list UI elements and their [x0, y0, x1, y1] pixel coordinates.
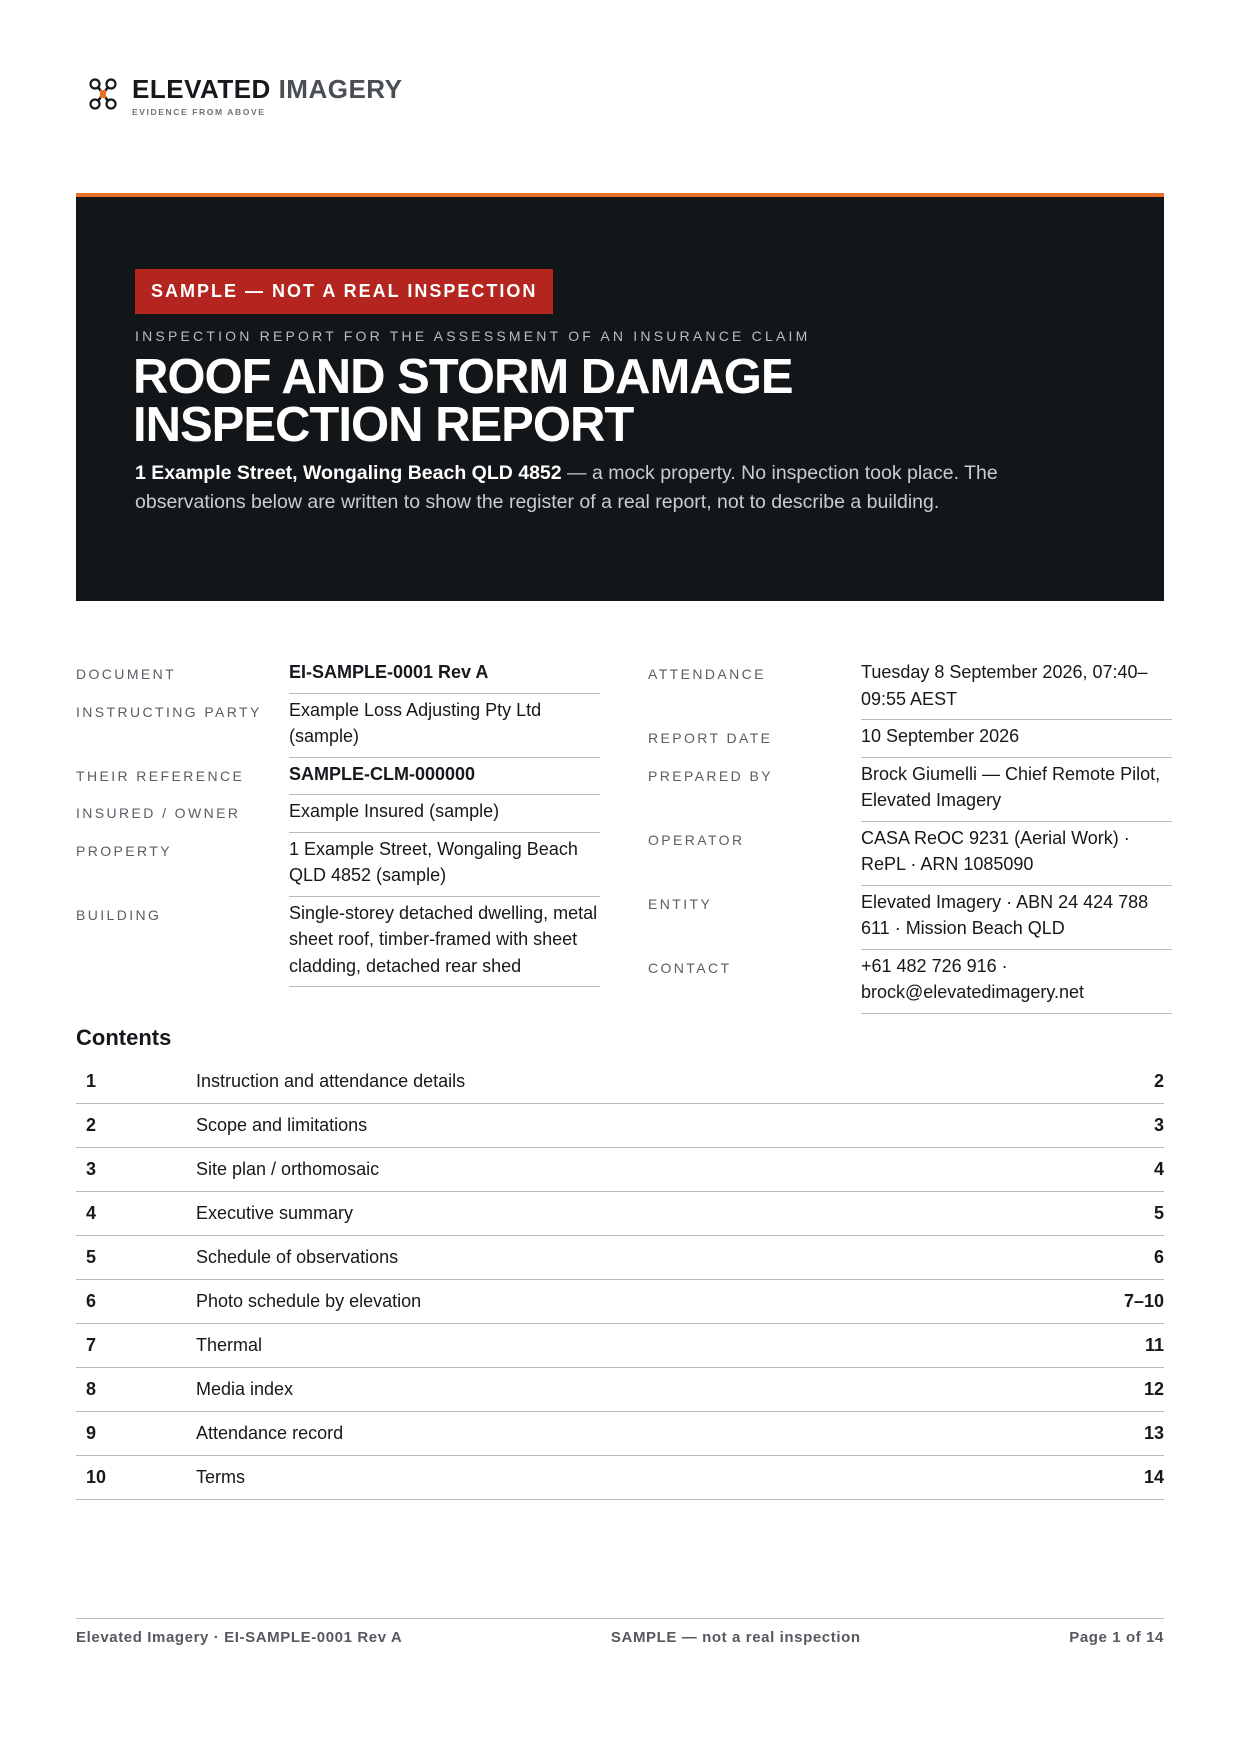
brand-name-part1: ELEVATED [132, 74, 271, 104]
contents-section-title: Terms [196, 1467, 245, 1487]
table-of-contents [76, 1060, 1164, 1500]
detail-value: Brock Giumelli — Chief Remote Pilot, Elevated Imagery [861, 758, 1172, 822]
brand-logo [88, 76, 402, 117]
detail-row [76, 795, 600, 833]
detail-value: Elevated Imagery · ABN 24 424 788 611 · Mission Beach QLD [861, 886, 1172, 950]
contents-page-number: 6 [1153, 1247, 1164, 1267]
drone-icon [88, 76, 118, 112]
contents-section-title: Scope and limitations [196, 1115, 368, 1135]
detail-label: THEIR REFERENCE [76, 767, 245, 784]
detail-value: Single-storey detached dwelling, metal sheet roof, timber-framed with sheet cladding, detached rear shed [289, 897, 600, 988]
detail-label: REPORT DATE [648, 730, 773, 746]
detail-row [76, 897, 600, 988]
detail-value: +61 482 726 916 · brock@elevatedimagery.net [861, 950, 1172, 1014]
detail-label: PREPARED BY [648, 767, 773, 784]
contents-section-title: Schedule of observations [196, 1247, 399, 1267]
detail-value: 1 Example Street, Wongaling Beach QLD 4852 (sample) [289, 833, 600, 897]
contents-section-title: Photo schedule by elevation [196, 1291, 422, 1311]
contents-row[interactable] [76, 1280, 1164, 1324]
report-title-line1: ROOF AND STORM DAMAGE [133, 350, 793, 404]
detail-value: Tuesday 8 September 2026, 07:40–09:55 AEST [861, 656, 1172, 720]
contents-number: 8 [86, 1379, 97, 1399]
detail-value: Example Insured (sample) [289, 795, 600, 833]
contents-row[interactable] [76, 1324, 1164, 1368]
contents-section-title: Site plan / orthomosaic [196, 1159, 380, 1179]
report-subtitle [135, 459, 1075, 517]
detail-row [76, 694, 600, 758]
detail-row [76, 656, 600, 694]
detail-row [648, 950, 1172, 1014]
detail-row [648, 656, 1172, 720]
contents-row[interactable] [76, 1192, 1164, 1236]
contents-row[interactable] [76, 1456, 1164, 1500]
detail-row [648, 886, 1172, 950]
contents-section-title: Instruction and attendance details [196, 1071, 466, 1091]
contents-number: 2 [86, 1115, 97, 1135]
footer-document: Elevated Imagery · EI-SAMPLE-0001 Rev A [76, 1629, 403, 1646]
contents-page-number: 4 [1153, 1159, 1164, 1179]
detail-label: ATTENDANCE [648, 666, 766, 682]
contents-heading: Contents [76, 1025, 172, 1050]
contents-page-number: 12 [1143, 1379, 1164, 1399]
subtitle-text: — a mock property. No inspection took place. The observations below are written to show the register of a real report, not to describe a building. [135, 462, 998, 513]
report-kicker: INSPECTION REPORT FOR THE ASSESSMENT OF AN INSURANCE CLAIM [135, 328, 811, 344]
detail-label: OPERATOR [648, 831, 745, 848]
contents-number: 5 [86, 1247, 97, 1267]
detail-row [648, 758, 1172, 822]
contents-row[interactable] [76, 1104, 1164, 1148]
contents-page-number: 3 [1153, 1115, 1164, 1135]
contents-number: 9 [86, 1423, 97, 1443]
detail-row [76, 833, 600, 897]
detail-label: BUILDING [76, 906, 162, 923]
contents-page-number: 11 [1144, 1335, 1164, 1355]
contents-page-number: 2 [1153, 1071, 1164, 1091]
contents-page-number: 13 [1143, 1423, 1164, 1443]
detail-row [648, 822, 1172, 886]
detail-label: INSURED / OWNER [76, 805, 241, 821]
hero-banner [76, 193, 1164, 601]
detail-label: DOCUMENT [76, 666, 177, 682]
contents-section-title: Attendance record [196, 1423, 344, 1443]
contents-row[interactable] [76, 1236, 1164, 1280]
footer-page-number: Page 1 of 14 [1069, 1629, 1164, 1646]
brand-tagline: EVIDENCE FROM ABOVE [132, 107, 266, 117]
contents-number: 7 [86, 1335, 97, 1355]
contents-number: 10 [86, 1467, 107, 1487]
contents-section-title: Thermal [196, 1335, 263, 1355]
contents-row[interactable] [76, 1060, 1164, 1104]
page-footer [76, 1618, 1164, 1646]
contents-page-number: 14 [1143, 1467, 1164, 1487]
detail-row [648, 720, 1172, 758]
contents-page-number: 5 [1153, 1203, 1164, 1223]
brand-name-part2: IMAGERY [278, 74, 403, 104]
detail-label: ENTITY [648, 895, 713, 912]
detail-value: CASA ReOC 9231 (Aerial Work) · RePL · ARN 1085090 [861, 822, 1172, 886]
brand-name [132, 76, 402, 102]
attendance-details [648, 656, 1172, 1014]
contents-row[interactable] [76, 1368, 1164, 1412]
detail-label: INSTRUCTING PARTY [76, 703, 262, 720]
detail-label: PROPERTY [76, 842, 172, 859]
detail-row [76, 758, 600, 796]
detail-label: CONTACT [648, 959, 732, 976]
document-details [76, 656, 600, 987]
contents-number: 3 [86, 1159, 97, 1179]
contents-page-number: 7–10 [1123, 1291, 1164, 1311]
report-title-line2: INSPECTION REPORT [133, 398, 634, 452]
contents-section-title: Executive summary [196, 1203, 354, 1223]
contents-row[interactable] [76, 1412, 1164, 1456]
detail-value: SAMPLE-CLM-000000 [289, 758, 600, 796]
detail-value: Example Loss Adjusting Pty Ltd (sample) [289, 694, 600, 758]
contents-number: 1 [86, 1071, 97, 1091]
sample-badge: SAMPLE — NOT A REAL INSPECTION [135, 269, 553, 314]
report-title [133, 350, 1093, 452]
contents-section-title: Media index [196, 1379, 294, 1399]
detail-value: EI-SAMPLE-0001 Rev A [289, 656, 600, 694]
property-address: 1 Example Street, Wongaling Beach QLD 4852 [135, 462, 562, 484]
contents-number: 6 [86, 1291, 97, 1311]
detail-value: 10 September 2026 [861, 720, 1172, 758]
footer-sample-notice: SAMPLE — not a real inspection [610, 1629, 861, 1646]
contents-number: 4 [86, 1203, 97, 1223]
contents-row[interactable] [76, 1148, 1164, 1192]
